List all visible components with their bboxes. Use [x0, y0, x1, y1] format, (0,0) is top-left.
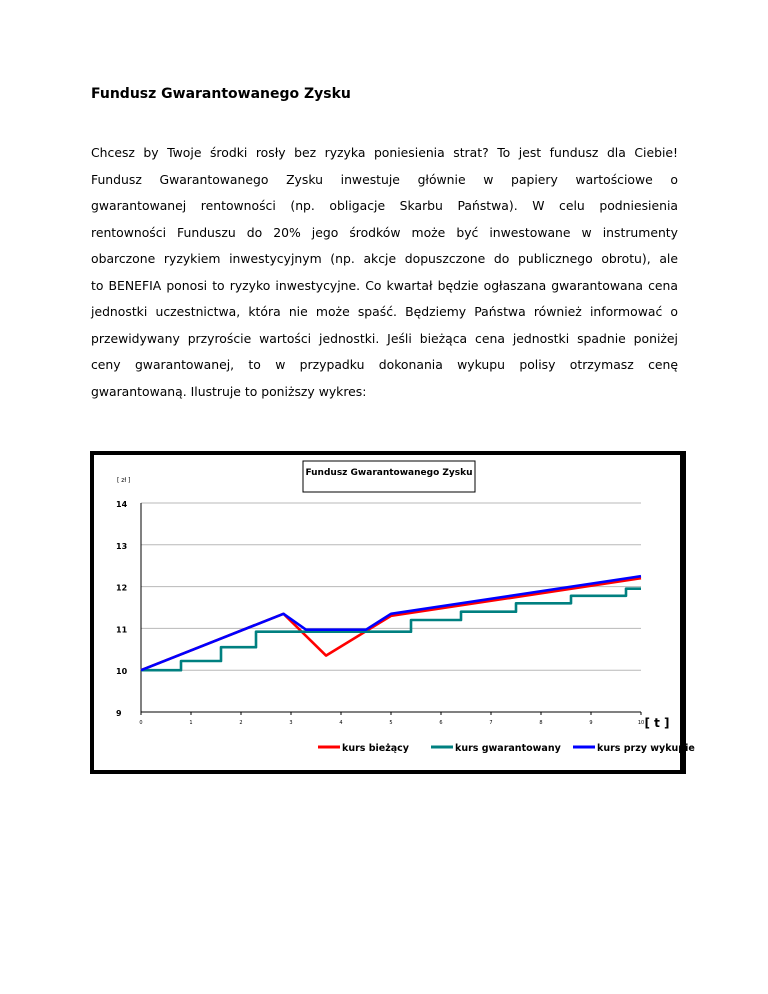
- paragraph-line: gwarantowaną. Ilustruje to poniższy wykres:: [91, 383, 367, 399]
- paragraph-line: jednostki uczestnictwa, która nie może spaść. Będziemy Państwa również informować o: [91, 304, 678, 319]
- body-paragraph: [91, 143, 678, 408]
- y-tick-label: 12: [116, 583, 128, 593]
- x-tick-label: 9: [589, 720, 593, 726]
- x-axis-label: [ t ]: [644, 716, 670, 730]
- series-line: [141, 589, 641, 671]
- x-tick-label: 5: [389, 720, 393, 726]
- x-tick-label: 0: [139, 720, 143, 726]
- x-tick-label: 8: [539, 720, 543, 726]
- paragraph-line: gwarantowanej rentowności (np. obligacje Skarbu Państwa). W celu podniesienia: [91, 198, 678, 213]
- y-tick-label: 10: [116, 667, 128, 677]
- paragraph-line: to BENEFIA ponosi to ryzyko inwestycyjne. Co kwartał będzie ogłaszana gwarantowana cena: [91, 277, 678, 293]
- chart-title: Fundusz Gwarantowanego Zysku: [305, 468, 473, 478]
- legend-label: kurs gwarantowany: [455, 743, 561, 754]
- series-line: [141, 578, 641, 670]
- paragraph-line: obarczone ryzykiem inwestycyjnym (np. akcje dopuszczone do publicznego obrotu), ale: [91, 251, 678, 266]
- paragraph-line: rentowności Funduszu do 20% jego środków może być inwestowane w instrumenty: [91, 224, 678, 240]
- legend-label: kurs przy wykupie: [597, 743, 695, 754]
- paragraph-line: Fundusz Gwarantowanego Zysku inwestuje głównie w papiery wartościowe o: [91, 171, 678, 187]
- y-tick-label: 11: [116, 625, 128, 635]
- y-tick-label: 9: [116, 709, 122, 718]
- x-tick-label: 2: [239, 720, 243, 726]
- paragraph-line: Chcesz by Twoje środki rosły bez ryzyka poniesienia strat? To jest fundusz dla Ciebie!: [91, 145, 678, 160]
- line-chart: [94, 455, 695, 770]
- series-layer: [141, 576, 641, 670]
- axis-layer: [141, 503, 641, 715]
- x-tick-label: 1: [189, 720, 193, 726]
- y-tick-label: 14: [116, 500, 128, 509]
- y-tick-label: 13: [116, 541, 128, 551]
- chart-legend: [318, 743, 695, 754]
- paragraph-line: ceny gwarantowanej, to w przypadku dokonania wykupu polisy otrzymasz cenę: [91, 357, 678, 372]
- chart-area: [94, 455, 695, 770]
- x-tick-label: 10: [637, 720, 645, 726]
- x-tick-label: 3: [289, 720, 293, 726]
- y-axis-label: [ zł ]: [117, 477, 131, 484]
- x-tick-label: 7: [489, 720, 493, 726]
- legend-label: kurs bieżący: [342, 743, 409, 754]
- document-title: Fundusz Gwarantowanego Zysku: [91, 86, 351, 102]
- chart-frame: [90, 451, 695, 774]
- grid-layer: [141, 503, 641, 712]
- paragraph-line: przewidywany przyroście wartości jednostki. Jeśli bieżąca cena jednostki spadnie poniżej: [91, 330, 678, 346]
- x-tick-label: 4: [339, 720, 343, 726]
- x-tick-label: 6: [439, 720, 443, 726]
